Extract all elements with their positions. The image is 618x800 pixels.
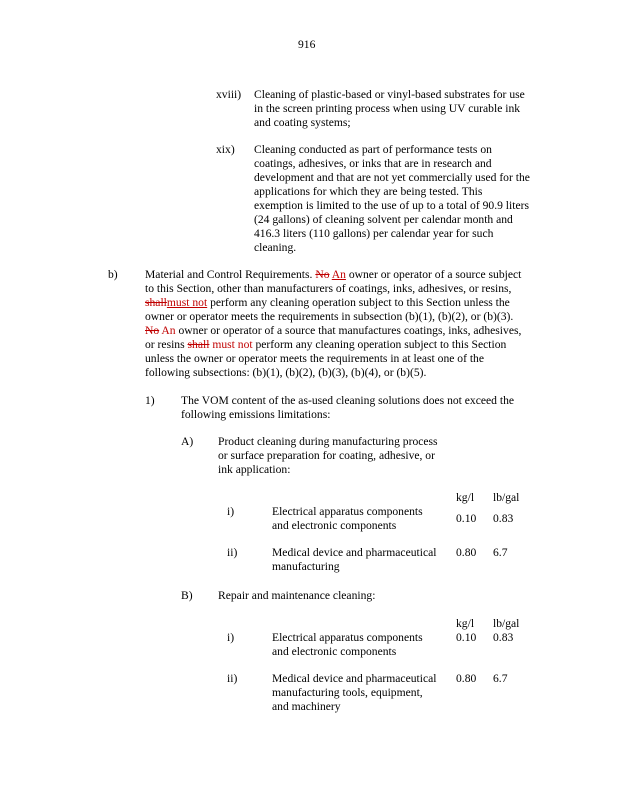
row-description: manufacturing [272,560,340,573]
section-b-line [145,324,521,338]
item-xviii-line: in the screen printing process when using UV curable ink [254,102,521,115]
deleted-text: No [145,324,160,337]
sub1-line: following emissions limitations: [181,408,331,421]
section-b-text-run: Material and Control Requirements. [145,268,316,281]
section-b-line: owner or operator meets the requirements in subsection (b)(1), (b)(2), or (b)(3). [145,310,514,323]
sub1-label: 1) [145,394,155,407]
subA-line: or surface preparation for coating, adhesive, or [218,449,435,462]
row-description: and electronic components [272,645,397,658]
row-kgl-value: 0.80 [456,546,477,559]
inserted-text: must not [209,338,253,351]
section-b-line: to this Section, other than manufacturers of coatings, inks, adhesives, or resins, [145,282,512,295]
section-b-line: following subsections: (b)(1), (b)(2), (b)(3), (b)(4), or (b)(5). [145,366,427,379]
row-description: and machinery [272,700,341,713]
item-xix-line: (24 gallons) of cleaning solvent per calendar month and [254,213,513,226]
inserted-text: An [159,324,176,337]
row-label: i) [227,631,235,644]
item-xix-line: applications for which they are being tested. This [254,185,483,198]
inserted-text: An [331,268,346,281]
item-xix-line: exemption is limited to the use of up to a total of 90.9 liters [254,199,529,212]
item-xviii-line: and coating systems; [254,116,351,129]
subA-line: ink application: [218,463,291,476]
section-b-label: b) [108,268,118,281]
row-label: ii) [227,672,238,685]
row-label: ii) [227,546,238,559]
row-description: Electrical apparatus components [272,631,423,644]
row-lbgal-value: 0.83 [493,631,514,644]
units-header-kgl: kg/l [456,491,475,504]
item-xix-line: 416.3 liters (110 gallons) per calendar year for such [254,227,494,240]
row-lbgal-value: 6.7 [493,672,508,685]
deleted-text: No [315,268,330,281]
section-b-line [145,296,510,310]
deleted-text: shall [145,296,167,309]
units-header-lbgal: lb/gal [493,617,520,630]
row-description: Medical device and pharmaceutical [272,546,437,559]
subA-label: A) [181,435,194,448]
section-b-text-run: perform any cleaning operation subject to this Section [252,338,507,351]
subA-line: Product cleaning during manufacturing process [218,435,438,448]
row-label: i) [227,505,235,518]
row-description: Electrical apparatus components [272,505,423,518]
item-xviii-line: Cleaning of plastic-based or vinyl-based substrates for use [254,88,525,101]
item-xix-line: cleaning. [254,241,297,254]
item-xviii-label: xviii) [216,88,242,101]
row-lbgal-value: 0.83 [493,512,514,525]
section-b-text-run: perform any cleaning operation subject to this Section unless the [207,296,510,309]
subB-line: Repair and maintenance cleaning: [218,589,376,602]
row-lbgal-value: 6.7 [493,546,508,559]
item-xix-line: development and that are not yet commercially used for the [254,171,530,184]
item-xix-label: xix) [216,143,235,156]
page-number: 916 [298,38,316,51]
section-b-line: unless the owner or operator meets the requirements in at least one of the [145,352,485,365]
subB-label: B) [181,589,193,602]
row-description: Medical device and pharmaceutical [272,672,437,685]
units-header-lbgal: lb/gal [493,491,520,504]
sub1-line: The VOM content of the as-used cleaning solutions does not exceed the [181,394,515,407]
section-b-line [145,338,506,352]
item-xix-line: Cleaning conducted as part of performance tests on [254,143,492,156]
row-kgl-value: 0.80 [456,672,477,685]
row-description: and electronic components [272,519,397,532]
section-b-text-run: owner or operator of a source that manufactures coatings, inks, adhesives, [175,324,522,337]
row-description: manufacturing tools, equipment, [272,686,423,699]
section-b-text-run: or resins [145,338,188,351]
item-xix-line: coatings, adhesives, or inks that are in research and [254,157,492,170]
section-b-text-run: owner or operator of a source subject [345,268,522,281]
row-kgl-value: 0.10 [456,512,477,525]
inserted-text: must not [166,296,208,309]
deleted-text: shall [187,338,210,351]
row-kgl-value: 0.10 [456,631,477,644]
section-b-line [145,268,521,282]
units-header-kgl: kg/l [456,617,475,630]
